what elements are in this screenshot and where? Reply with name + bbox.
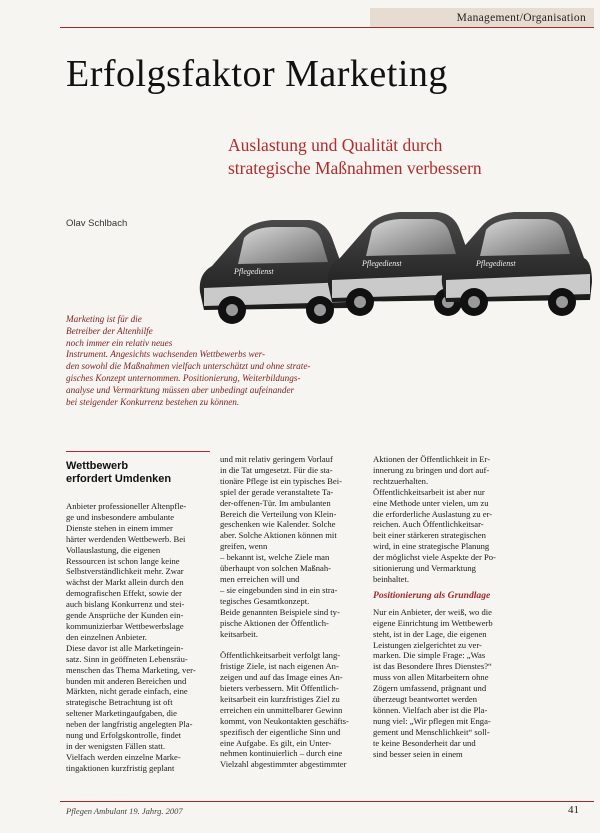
text-line: Anbieter professioneller Altenpfle- xyxy=(66,501,187,511)
text-line: wird, in eine strategische Planung xyxy=(373,541,490,552)
text-line: Leistungen zielgerichtet zu ver- xyxy=(373,639,482,650)
text-line: ist das Besondere Ihres Dienstes?“ xyxy=(373,661,492,672)
intro-line: analyse und Vermarktung müssen aber unbedingt aufeinander xyxy=(66,384,295,395)
column-3 xyxy=(373,454,529,759)
text-line: Vielfach werden einzelne Marke- xyxy=(66,751,181,762)
text-line: Öffentlichkeitsarbeit ist aber nur xyxy=(373,486,485,497)
section-label: Management/Organisation xyxy=(456,12,586,24)
text-line: ge und insbesondere ambulante xyxy=(66,511,175,522)
text-line: nehmen kontinuierlich – durch eine xyxy=(220,748,343,759)
text-line: der möglichst viele Aspekte der Po- xyxy=(373,552,496,563)
text-line: Öffentlichkeitsarbeit verfolgt lang- xyxy=(220,650,341,661)
heading-line: Wettbewerb xyxy=(66,460,129,472)
column-2 xyxy=(220,454,366,770)
text-line: und mit relativ geringem Vorlauf xyxy=(220,454,333,464)
text-line: tingaktionen kurzfristig geplant xyxy=(66,762,175,773)
text-line: seltener Marketingaufgaben, die xyxy=(66,708,177,719)
text-line: gement und Menschlichkeit“ soll- xyxy=(373,726,490,737)
intro-line: den sowohl die Maßnahmen vielfach unterschätzt und ohne strate- xyxy=(66,361,311,372)
header-rule xyxy=(60,27,594,28)
text-line: Diese davor ist alle Marketingein- xyxy=(66,642,184,653)
text-line: beinhaltet. xyxy=(373,573,410,584)
text-line: geschenken wie Kalender. Solche xyxy=(220,519,336,530)
subheading: Positionierung als Grundlage xyxy=(373,589,491,601)
text-line: keitsarbeit. xyxy=(220,628,258,639)
text-line: Bereich die Verteilung von Klein- xyxy=(220,508,337,519)
text-line: menschen das Thema Marketing, ver- xyxy=(66,664,196,675)
text-line: können. Vielfach aber ist die Pla- xyxy=(373,704,488,715)
author-name: Olav Schlbach xyxy=(66,218,128,229)
text-line: steht, ist in der Lage, die eigenen xyxy=(373,628,487,639)
text-line: eine Aufgabe. Es gilt, ein Unter- xyxy=(220,737,332,748)
text-line: neben der langfristig angelegten Pla- xyxy=(66,719,193,730)
text-line: nung und Erfolgskontrolle, findet xyxy=(66,730,182,741)
text-line: Ressourcen ist schon lange keine xyxy=(66,555,180,566)
text-line: innerung zu bringen und dort auf- xyxy=(373,464,490,475)
text-line: eine Methode unter vielen, um zu xyxy=(373,497,489,508)
svg-text:Pflegedienst: Pflegedienst xyxy=(476,259,516,268)
text-line: spiel der gerade veranstaltete Ta- xyxy=(220,486,334,497)
text-line: spezifisch der eigentliche Sinn und xyxy=(220,726,341,737)
text-line: zeigen und auf das Image eines An- xyxy=(220,672,343,683)
text-line: tegisches Gesamtkonzept. xyxy=(220,595,310,606)
text-line: aber. Solche Aktionen können mit xyxy=(220,530,337,541)
text-line: gende Ansprüche der Kunden ein- xyxy=(66,610,184,621)
subtitle-line: Auslastung und Qualität durch xyxy=(228,135,443,155)
intro-line: gisches Konzept unternommen. Positionierung, Weiterbildungs- xyxy=(66,372,301,383)
intro-line: noch immer ein relativ neues xyxy=(66,337,173,348)
article-title: Erfolgsfaktor Marketing xyxy=(66,53,448,95)
column-1 xyxy=(66,501,210,774)
intro-teaser xyxy=(66,314,366,408)
text-line: Selbstverständlichkeit mehr. Zwar xyxy=(66,566,184,577)
text-line: Zögern umfassend, prägnant und xyxy=(373,683,487,694)
text-line: Vielzahl abgestimmter abgestimmter xyxy=(220,759,347,770)
text-line: eigene Einrichtung im Wettbewerb xyxy=(373,617,493,628)
svg-text:Pflegedienst: Pflegedienst xyxy=(362,259,402,268)
text-line: Nur ein Anbieter, der weiß, wo die xyxy=(373,606,492,617)
text-line: erreichen ein unmittelbarer Gewinn xyxy=(220,704,343,715)
heading-line: erfordert Umdenken xyxy=(66,473,172,485)
text-line: keitsarbeit ein kurzfristiges Ziel zu xyxy=(220,693,340,704)
text-line: reichen. Auch Öffentlichkeitsar- xyxy=(373,519,484,530)
text-line: demografischen Effekt, sowie der xyxy=(66,588,182,599)
text-line: Märkten, nicht gerade einfach, eine xyxy=(66,686,188,697)
car-right xyxy=(442,212,592,316)
intro-line: Instrument. Angesichts wachsenden Wettbewerbs wer- xyxy=(66,349,266,360)
text-line: wächst der Markt allein durch den xyxy=(66,577,184,588)
text-line: kommt, von Neukontakten geschäfts- xyxy=(220,715,349,726)
text-line: strategische Betrachtung ist oft xyxy=(66,697,173,708)
text-line: in der wenigsten Fällen statt. xyxy=(66,740,166,751)
text-line: satz. Sinn in geöffneten Lebensräu- xyxy=(66,653,188,664)
text-line xyxy=(220,639,366,650)
text-line: Aktionen der Öffentlichkeit in Er- xyxy=(373,454,491,464)
text-line: der-offenen-Tür. Im ambulanten xyxy=(220,497,331,508)
intro-line: Marketing ist für die xyxy=(66,314,142,324)
section-header-band xyxy=(370,8,594,28)
text-line: bunden mit anderen Bereichen und xyxy=(66,675,187,686)
text-line: marken. Die simple Frage: „Was xyxy=(373,650,486,661)
subtitle-line: strategische Maßnahmen verbessern xyxy=(228,158,482,178)
text-line: Dienste stehen in einem immer xyxy=(66,522,173,533)
text-line: Vollauslastung, die eigenen xyxy=(66,544,161,555)
text-line: sind besser seien in einem xyxy=(373,748,463,759)
text-line: überzeugt beantwortet werden xyxy=(373,694,478,705)
article-subtitle xyxy=(228,134,528,180)
text-line: men erreichen will und xyxy=(220,573,300,584)
text-line: greifen, wenn xyxy=(220,541,268,552)
text-line: muss von allen Mitarbeitern ohne xyxy=(373,672,489,683)
text-line: rechtzuerhalten. xyxy=(373,475,429,486)
text-line: auch bislang Konkurrenz und stei- xyxy=(66,599,185,610)
intro-line: Betreiber der Altenhilfe xyxy=(66,325,153,336)
text-line: die erforderliche Auslastung zu er- xyxy=(373,508,493,519)
text-line: tionäre Pflege ist ein typisches Bei- xyxy=(220,475,342,486)
text-line: – sie eingebunden sind in ein stra- xyxy=(220,584,338,595)
text-line: den einzelnen Anbieter. xyxy=(66,631,147,642)
page-number: 41 xyxy=(568,804,579,816)
text-line: te keine Besonderheit dar und xyxy=(373,737,476,748)
car-left xyxy=(200,220,350,324)
text-line: pische Aktionen der Öffentlich- xyxy=(220,617,329,628)
text-line: kommunizierbar Wettbewerbslage xyxy=(66,620,184,631)
text-line: beit einer stärkeren strategischen xyxy=(373,530,486,541)
section-heading xyxy=(66,451,210,486)
footer-publication: Pflegen Ambulant 19. Jahrg. 2007 xyxy=(66,806,183,816)
text-line: sitionierung und Vermarktung xyxy=(373,563,476,574)
text-line: nung viel: „Wir pflegen mit Enga- xyxy=(373,715,491,726)
intro-line: bei steigender Konkurrenz bestehen zu können. xyxy=(66,396,240,407)
text-line: Beide genannten Beispiele sind ty- xyxy=(220,606,340,617)
svg-text:Pflegedienst: Pflegedienst xyxy=(234,267,274,276)
text-line: – bekannt ist, welche Ziele man xyxy=(220,552,330,563)
text-line: bieters verbessern. Mit Öffentlich- xyxy=(220,683,339,694)
text-line: härter werdenden Wettbewerb. Bei xyxy=(66,533,186,544)
text-line: überhaupt von solchen Maßnah- xyxy=(220,563,331,574)
footer-rule xyxy=(60,801,594,802)
text-line: in die Tat umgesetzt. Für die sta- xyxy=(220,464,333,475)
text-line: fristige Ziele, ist nach eigenen An- xyxy=(220,661,339,672)
